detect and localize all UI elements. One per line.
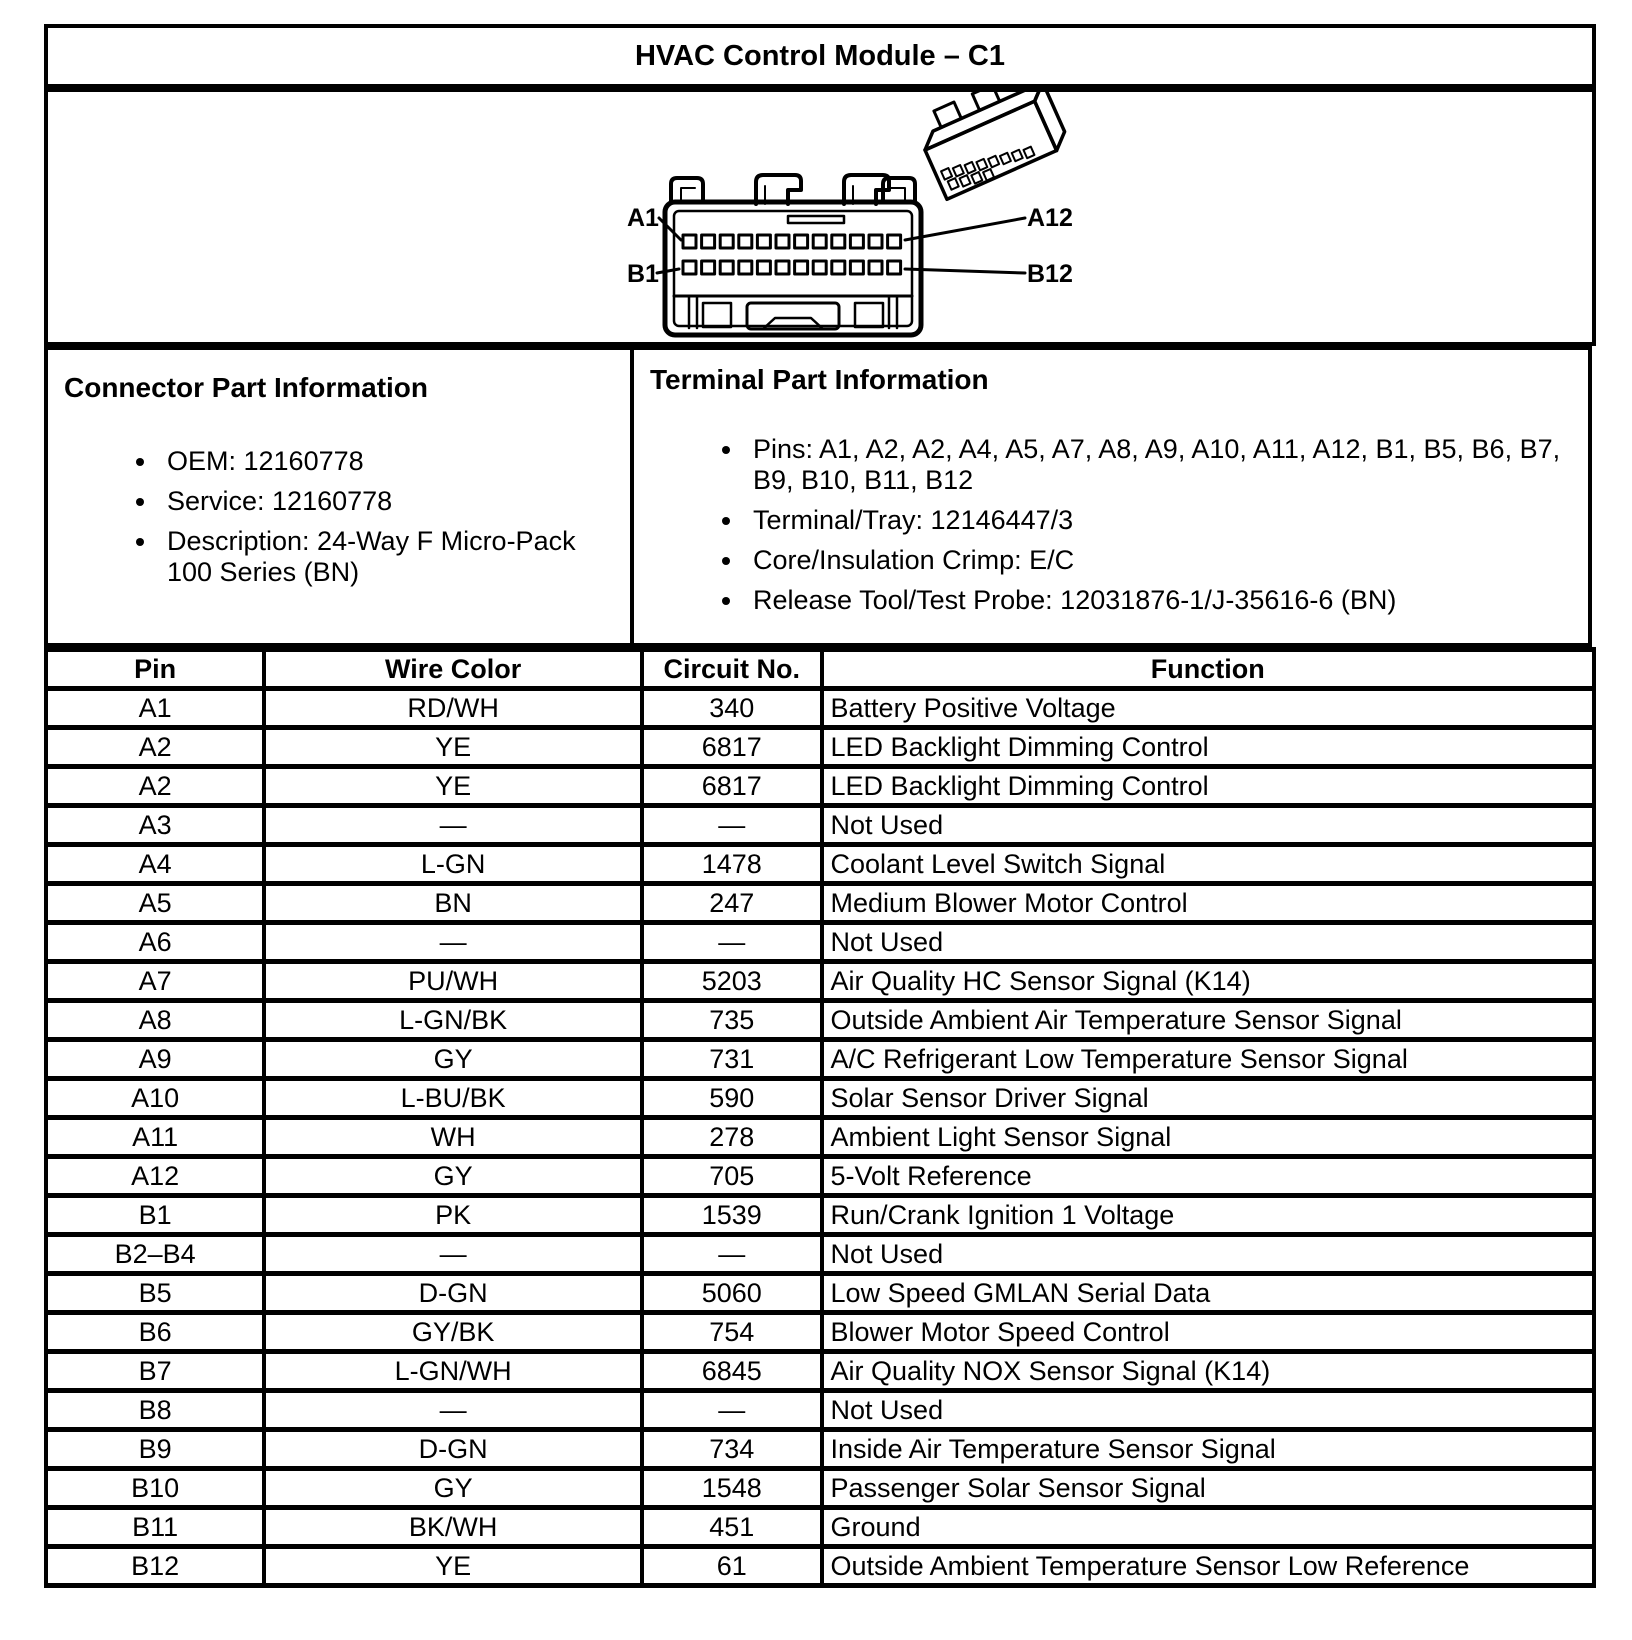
function-cell: Not Used <box>822 1235 1594 1274</box>
terminal-part-information <box>630 346 1592 647</box>
connector-front-view <box>665 175 921 335</box>
bullet-item: • Terminal/Tray: 12146447/3 <box>745 505 1572 536</box>
circuit-no-cell: 705 <box>642 1157 822 1196</box>
wire-color-cell: YE <box>264 767 642 806</box>
function-cell: Coolant Level Switch Signal <box>822 845 1594 884</box>
pin-cell: B5 <box>46 1274 264 1313</box>
circuit-no-cell: 5203 <box>642 962 822 1001</box>
circuit-no-cell: — <box>642 1235 822 1274</box>
wire-color-cell: GY/BK <box>264 1313 642 1352</box>
wire-color-cell: PK <box>264 1196 642 1235</box>
function-cell: Not Used <box>822 1391 1594 1430</box>
wire-color-cell: — <box>264 1391 642 1430</box>
wire-color-cell: RD/WH <box>264 689 642 728</box>
connector-part-info-heading: Connector Part Information <box>64 372 429 403</box>
col-header-wire-color: Wire Color <box>264 650 642 689</box>
function-cell: Ground <box>822 1508 1594 1547</box>
bullet-item: • Pins: A1, A2, A2, A4, A5, A7, A8, A9, A10, A11, A12, B1, B5, B6, B7, B9, B10, B11, B12 <box>745 434 1572 496</box>
wire-color-cell: L-GN/BK <box>264 1001 642 1040</box>
function-cell: Blower Motor Speed Control <box>822 1313 1594 1352</box>
table-row <box>46 1196 1594 1235</box>
function-cell: Air Quality NOX Sensor Signal (K14) <box>822 1352 1594 1391</box>
pin-table-body <box>46 689 1594 1586</box>
circuit-no-cell: 6817 <box>642 767 822 806</box>
terminal-part-info-heading: Terminal Part Information <box>650 364 989 395</box>
circuit-no-cell: 590 <box>642 1079 822 1118</box>
wire-color-cell: PU/WH <box>264 962 642 1001</box>
circuit-no-cell: 278 <box>642 1118 822 1157</box>
pin-cell: A4 <box>46 845 264 884</box>
wire-color-cell: L-BU/BK <box>264 1079 642 1118</box>
connector-part-info-list <box>64 446 614 588</box>
table-row <box>46 728 1594 767</box>
part-information-row <box>44 346 1596 647</box>
table-row <box>46 1118 1594 1157</box>
wire-color-cell: WH <box>264 1118 642 1157</box>
wire-color-cell: — <box>264 806 642 845</box>
wire-color-cell: YE <box>264 728 642 767</box>
circuit-no-cell: 451 <box>642 1508 822 1547</box>
pin-label-b12: B12 <box>1027 260 1073 288</box>
pin-cell: B1 <box>46 1196 264 1235</box>
circuit-no-cell: 734 <box>642 1430 822 1469</box>
connector-figure <box>44 88 1596 346</box>
pin-cell: A10 <box>46 1079 264 1118</box>
function-cell: Not Used <box>822 923 1594 962</box>
pin-cell: A3 <box>46 806 264 845</box>
wire-color-cell: — <box>264 923 642 962</box>
wire-color-cell: GY <box>264 1157 642 1196</box>
table-row <box>46 845 1594 884</box>
col-header-function: Function <box>822 650 1594 689</box>
pin-cell: B2–B4 <box>46 1235 264 1274</box>
function-cell: Passenger Solar Sensor Signal <box>822 1469 1594 1508</box>
function-cell: Not Used <box>822 806 1594 845</box>
pin-cell: A1 <box>46 689 264 728</box>
pin-cell: A12 <box>46 1157 264 1196</box>
page-title: HVAC Control Module – C1 <box>634 39 1006 72</box>
function-cell: LED Backlight Dimming Control <box>822 728 1594 767</box>
pin-cell: B10 <box>46 1469 264 1508</box>
function-cell: Outside Ambient Temperature Sensor Low Reference <box>822 1547 1594 1586</box>
table-row <box>46 884 1594 923</box>
circuit-no-cell: 6817 <box>642 728 822 767</box>
function-cell: Air Quality HC Sensor Signal (K14) <box>822 962 1594 1001</box>
function-cell: Battery Positive Voltage <box>822 689 1594 728</box>
circuit-no-cell: 754 <box>642 1313 822 1352</box>
pin-cell: A8 <box>46 1001 264 1040</box>
pin-cell: A2 <box>46 767 264 806</box>
wire-color-cell: L-GN/WH <box>264 1352 642 1391</box>
title-bar <box>44 24 1596 88</box>
wire-color-cell: BN <box>264 884 642 923</box>
bullet-item: • OEM: 12160778 <box>159 446 614 477</box>
pin-cell: B7 <box>46 1352 264 1391</box>
wire-color-cell: — <box>264 1235 642 1274</box>
function-cell: Solar Sensor Driver Signal <box>822 1079 1594 1118</box>
table-row <box>46 689 1594 728</box>
col-header-pin: Pin <box>46 650 264 689</box>
table-row <box>46 1469 1594 1508</box>
table-row <box>46 1079 1594 1118</box>
circuit-no-cell: 5060 <box>642 1274 822 1313</box>
function-cell: Low Speed GMLAN Serial Data <box>822 1274 1594 1313</box>
bullet-item: • Description: 24-Way F Micro-Pack 100 Series (BN) <box>159 526 614 588</box>
table-row <box>46 1313 1594 1352</box>
pin-cell: A2 <box>46 728 264 767</box>
connector-diagram <box>625 92 1075 342</box>
table-row <box>46 1040 1594 1079</box>
bullet-item: • Release Tool/Test Probe: 12031876-1/J-35616-6 (BN) <box>745 585 1572 616</box>
circuit-no-cell: 247 <box>642 884 822 923</box>
pin-cell: B11 <box>46 1508 264 1547</box>
wire-color-cell: L-GN <box>264 845 642 884</box>
connector-3d-view <box>912 92 1070 199</box>
wire-color-cell: GY <box>264 1040 642 1079</box>
table-row <box>46 1157 1594 1196</box>
pin-cell: B12 <box>46 1547 264 1586</box>
pin-label-a12: A12 <box>1027 204 1073 232</box>
table-row <box>46 1001 1594 1040</box>
pin-cell: A11 <box>46 1118 264 1157</box>
table-row <box>46 923 1594 962</box>
pin-cell: A5 <box>46 884 264 923</box>
wire-color-cell: BK/WH <box>264 1508 642 1547</box>
terminal-part-info-list <box>650 434 1572 616</box>
table-row <box>46 1430 1594 1469</box>
pin-cell: A7 <box>46 962 264 1001</box>
circuit-no-cell: 1478 <box>642 845 822 884</box>
table-row <box>46 1235 1594 1274</box>
circuit-no-cell: 1548 <box>642 1469 822 1508</box>
pin-cell: B9 <box>46 1430 264 1469</box>
pin-cell: B8 <box>46 1391 264 1430</box>
circuit-no-cell: — <box>642 923 822 962</box>
function-cell: Run/Crank Ignition 1 Voltage <box>822 1196 1594 1235</box>
pin-cell: A6 <box>46 923 264 962</box>
wire-color-cell: D-GN <box>264 1430 642 1469</box>
table-row <box>46 962 1594 1001</box>
circuit-no-cell: 735 <box>642 1001 822 1040</box>
table-row <box>46 1274 1594 1313</box>
circuit-no-cell: 6845 <box>642 1352 822 1391</box>
wire-color-cell: YE <box>264 1547 642 1586</box>
wire-color-cell: D-GN <box>264 1274 642 1313</box>
circuit-no-cell: — <box>642 806 822 845</box>
function-cell: LED Backlight Dimming Control <box>822 767 1594 806</box>
pin-table <box>44 647 1596 1588</box>
function-cell: 5-Volt Reference <box>822 1157 1594 1196</box>
wire-color-cell: GY <box>264 1469 642 1508</box>
circuit-no-cell: 1539 <box>642 1196 822 1235</box>
pin-label-b1: B1 <box>627 260 659 288</box>
function-cell: Outside Ambient Air Temperature Sensor Signal <box>822 1001 1594 1040</box>
table-row <box>46 806 1594 845</box>
table-row <box>46 1352 1594 1391</box>
bullet-item: • Service: 12160778 <box>159 486 614 517</box>
manual-page <box>44 24 1596 1588</box>
circuit-no-cell: 340 <box>642 689 822 728</box>
function-cell: Ambient Light Sensor Signal <box>822 1118 1594 1157</box>
table-row <box>46 1547 1594 1586</box>
bullet-item: • Core/Insulation Crimp: E/C <box>745 545 1572 576</box>
connector-part-information <box>44 346 634 647</box>
table-row <box>46 1391 1594 1430</box>
table-row <box>46 767 1594 806</box>
pin-cell: B6 <box>46 1313 264 1352</box>
circuit-no-cell: 61 <box>642 1547 822 1586</box>
function-cell: A/C Refrigerant Low Temperature Sensor Signal <box>822 1040 1594 1079</box>
pin-label-a1: A1 <box>627 204 659 232</box>
table-row <box>46 1508 1594 1547</box>
circuit-no-cell: 731 <box>642 1040 822 1079</box>
function-cell: Medium Blower Motor Control <box>822 884 1594 923</box>
table-header-row <box>46 650 1594 689</box>
col-header-circuit-no: Circuit No. <box>642 650 822 689</box>
function-cell: Inside Air Temperature Sensor Signal <box>822 1430 1594 1469</box>
circuit-no-cell: — <box>642 1391 822 1430</box>
pin-cell: A9 <box>46 1040 264 1079</box>
